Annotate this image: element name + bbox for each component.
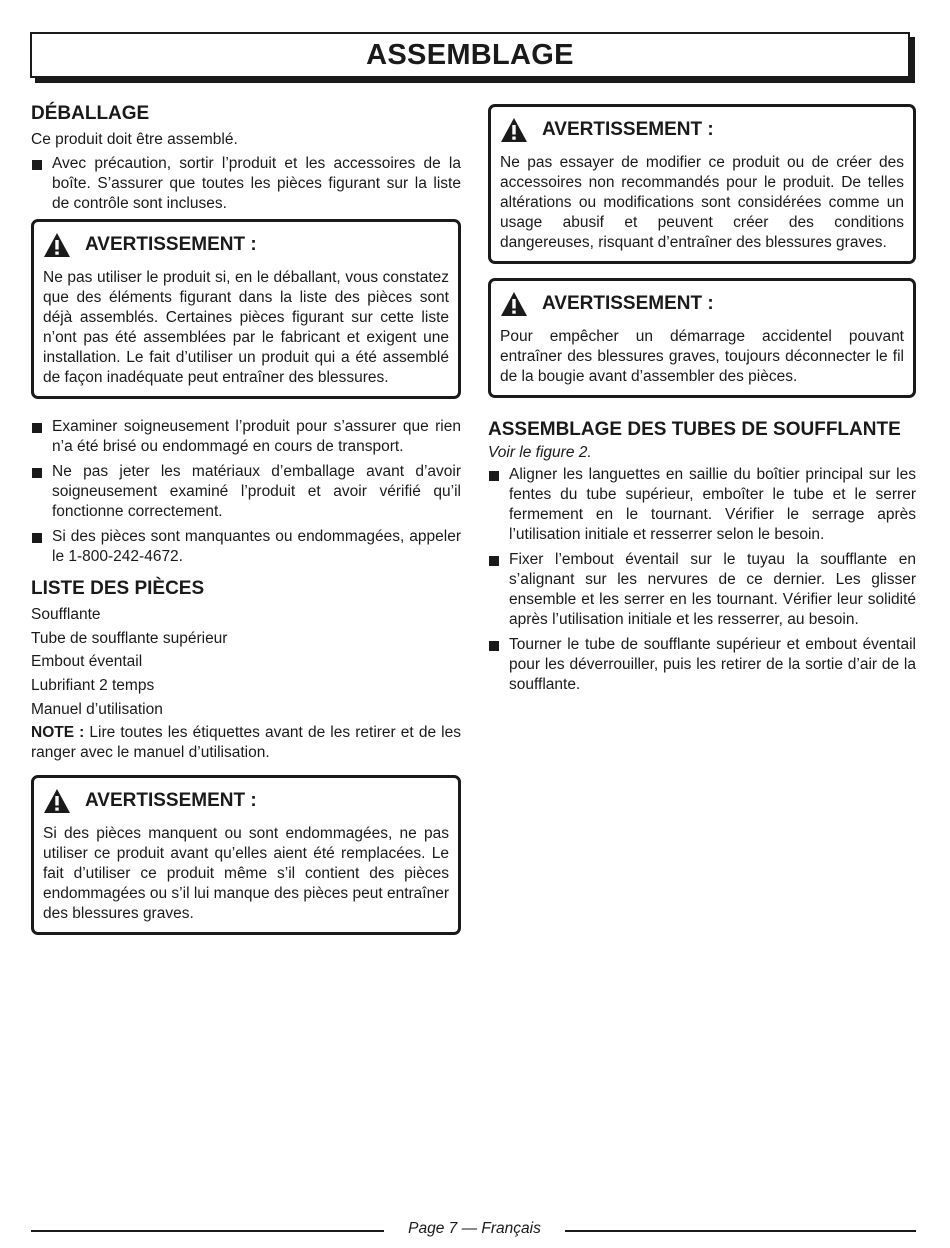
warning-header [43,232,449,258]
warning-header [500,291,904,317]
square-bullet-icon [32,533,42,543]
warning-triangle-icon [43,788,71,814]
warning-box-deballage [31,219,461,399]
parts-item: Tube de soufflante supérieur [31,629,228,647]
page-footer [31,1218,916,1238]
square-bullet-icon [32,423,42,433]
section-title-box [30,32,910,78]
warning-text: Ne pas essayer de modifier ce produit ou de créer des accessoires non recommandés pour le produit. De telles altérations ou modifications sont considérées comme un usage abusif et peuvent créer des conditions dangereuses, risquant d’entraîner des blessures graves. [500,154,904,251]
tubes-list [488,465,916,695]
square-bullet-icon [489,556,499,566]
list-item: Ne pas jeter les matériaux d’emballage avant d’avoir soigneusement examiné l’produit et avoir vérifié qu’il fonctionne correctement. [31,462,461,522]
note-text: Lire toutes les étiquettes avant de les retirer et de les ranger avec le manuel d’utilisation. [31,724,461,762]
deballage-intro: Ce produit doit être assemblé. [31,131,238,148]
warning-text: Si des pièces manquent ou sont endommagées, ne pas utiliser ce produit avant qu’elles aient été remplacées. Le fait d’utiliser ce produit même s’il contient des pièces endommagées ou s’il lui manque des pièces peut entraîner des blessures graves. [43,825,449,923]
square-bullet-icon [489,471,499,481]
list-item: Examiner soigneusement l’produit pour s’assurer que rien n’a été brisé ou endommagé en cours de transport. [31,417,461,457]
deballage-list-2 [31,417,461,567]
parts-item: Embout éventail [31,653,143,671]
list-item: Tourner le tube de soufflante supérieur et embout éventail pour les déverrouiller, puis les retirer de la sortie d’air de la soufflante. [488,635,916,695]
warning-text: Ne pas utiliser le produit si, en le déballant, vous constatez que des éléments figurant dans la liste des pièces sont déjà assemblés. Certaines pièces figurant sur cette liste n’ont pas été assemblées par le fabricant et exigent une installation. Le fait d’utiliser un produit qui a été assemblé de façon inadéquate peut entraîner des blessures. [43,269,449,386]
warning-box-modification [488,104,916,264]
pieces-heading: LISTE DES PIÈCES [31,578,205,599]
warning-triangle-icon [500,117,528,143]
warning-label: AVERTISSEMENT : [542,293,714,314]
note-label: NOTE : [31,724,85,742]
page-number: Page 7 — Français [408,1220,541,1237]
list-item: Avec précaution, sortir l’produit et les accessoires de la boîte. S’assurer que toutes les pièces figurant sur la liste de contrôle sont incluses. [31,154,461,214]
page-title: ASSEMBLAGE [366,38,574,71]
note-paragraph [31,723,461,763]
warning-label: AVERTISSEMENT : [85,790,257,812]
parts-list [31,605,461,720]
deballage-list-1 [31,154,461,214]
warning-label: AVERTISSEMENT : [542,119,714,140]
list-item: Si des pièces sont manquantes ou endommagées, appeler le 1-800-242-4672. [31,527,461,567]
footer-rule-right [565,1230,916,1232]
square-bullet-icon [32,160,42,170]
warning-text: Pour empêcher un démarrage accidentel pouvant entraîner des blessures graves, toujours déconnecter le fil de la bougie avant d’assembler des pièces. [500,328,904,385]
warning-triangle-icon [43,232,71,258]
warning-box-pieces [31,775,461,935]
warning-label: AVERTISSEMENT : [85,234,257,255]
warning-triangle-icon [500,291,528,317]
square-bullet-icon [32,468,42,478]
parts-item: Manuel d’utilisation [31,700,163,718]
warning-header [500,117,904,143]
footer-rule-left [31,1230,384,1232]
list-item: Fixer l’embout éventail sur le tuyau la soufflante en s’alignant sur les nervures de ce dernier. Les glisser ensemble et les serrer en les tournant. Vérifier leur solidité après l’utilisation initiale et les resserrer, au besoin. [488,550,916,630]
parts-item: Lubrifiant 2 temps [31,677,155,695]
list-item: Aligner les languettes en saillie du boîtier principal sur les fentes du tube supérieur, emboîter le tube et le serrer fermement en le tournant. Vérifier le serrage après l’utilisation initiale et resserrer selon le besoin. [488,465,916,545]
deballage-heading: DÉBALLAGE [31,103,150,124]
tubes-heading: ASSEMBLAGE DES TUBES DE SOUFFLANTE [488,419,901,440]
right-column [488,104,916,700]
parts-item: Soufflante [31,606,101,623]
left-column [31,102,461,935]
warning-box-spark-plug [488,278,916,398]
figure-reference: Voir le figure 2. [488,444,592,461]
square-bullet-icon [489,641,499,651]
warning-header [43,788,449,814]
